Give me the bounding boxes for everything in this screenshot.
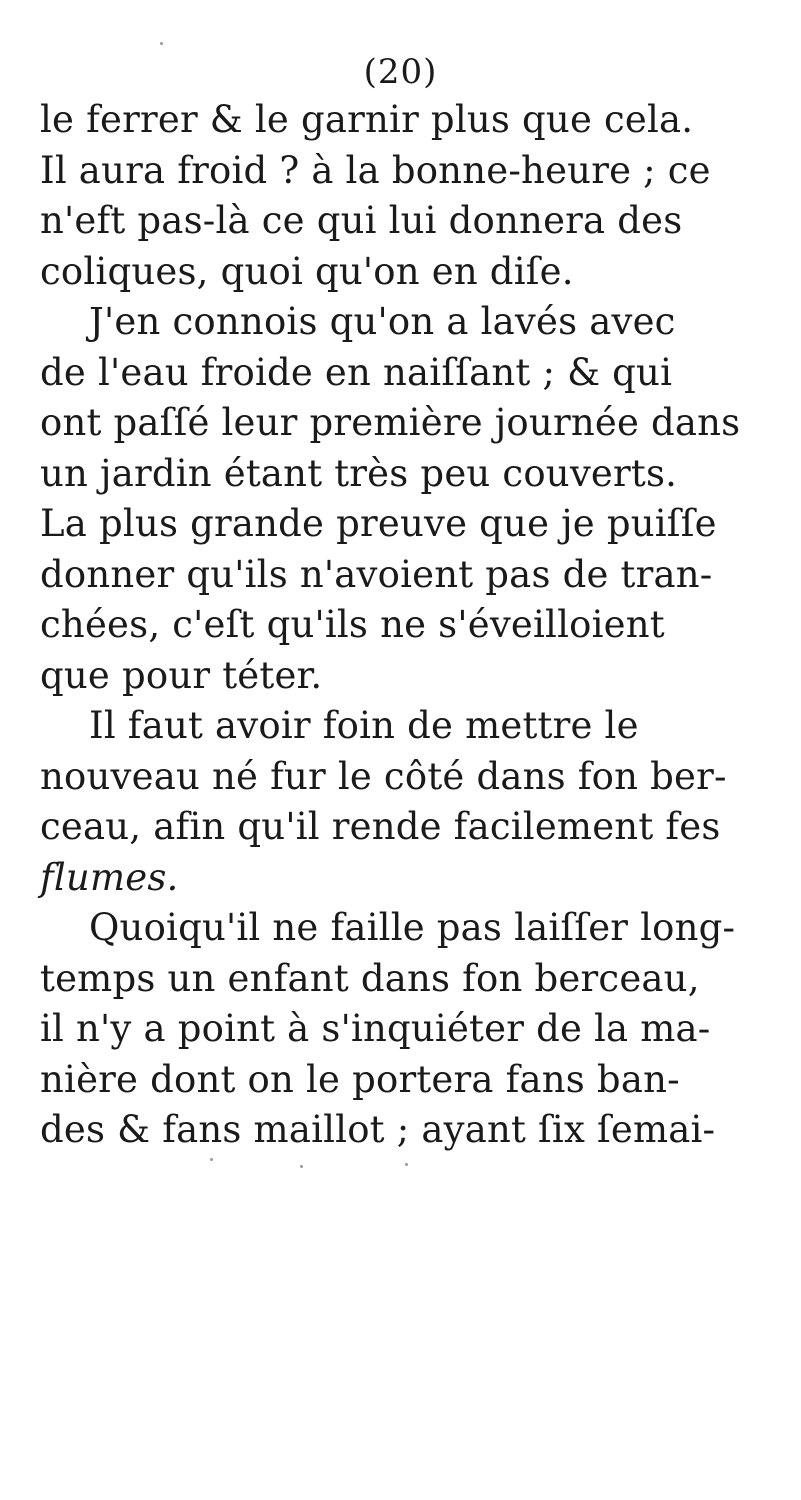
text-line: temps un enfant dans fon berceau,: [40, 956, 700, 1000]
text-line: chées, c'eſt qu'ils ne s'éveilloient: [40, 603, 665, 646]
text-line: ont paſſé leur première journée dans: [40, 401, 741, 444]
paper-speck: [210, 1158, 213, 1161]
text-line: un jardin étant très peu couverts.: [40, 451, 678, 495]
page-number: (20): [363, 52, 438, 92]
text-line: ceau, afin qu'il rende facilement fes: [40, 805, 721, 848]
text-line: nière dont on le portera fans ban-: [40, 1057, 680, 1101]
paper-speck: [160, 42, 163, 45]
text-line: J'en connois qu'on a lavés avec: [89, 300, 676, 343]
text-line: il n'y a point à s'inquiéter de la ma-: [40, 1007, 711, 1050]
text-line: coliques, quoi qu'on en diſe.: [40, 249, 574, 293]
text-line: nouveau né fur le côté dans fon ber-: [40, 754, 727, 798]
text-line: des & fans maillot ; ayant ſix ſemai-: [40, 1108, 716, 1151]
text-line: Quoiqu'il ne faille pas laiſſer long-: [89, 906, 736, 949]
text-line: Il faut avoir foin de mettre le: [89, 704, 639, 747]
text-line: donner qu'ils n'avoient pas de tran-: [40, 552, 713, 596]
text-line: le ferrer & le garnir plus que cela.: [40, 98, 694, 141]
text-line: Il aura froid ? à la bonne-heure ; ce: [40, 148, 711, 192]
paper-speck: [300, 1165, 303, 1168]
body-text: [40, 95, 790, 1156]
text-line: de l'eau froide en naiſſant ; & qui: [40, 350, 673, 394]
text-line: n'eft pas-là ce qui lui donnera des: [40, 199, 683, 242]
text-line: La plus grande preuve que je puiſſe: [40, 502, 717, 545]
paper-speck: [405, 1163, 408, 1166]
text-line: que pour téter.: [40, 653, 323, 697]
text-line: flumes.: [40, 855, 179, 899]
